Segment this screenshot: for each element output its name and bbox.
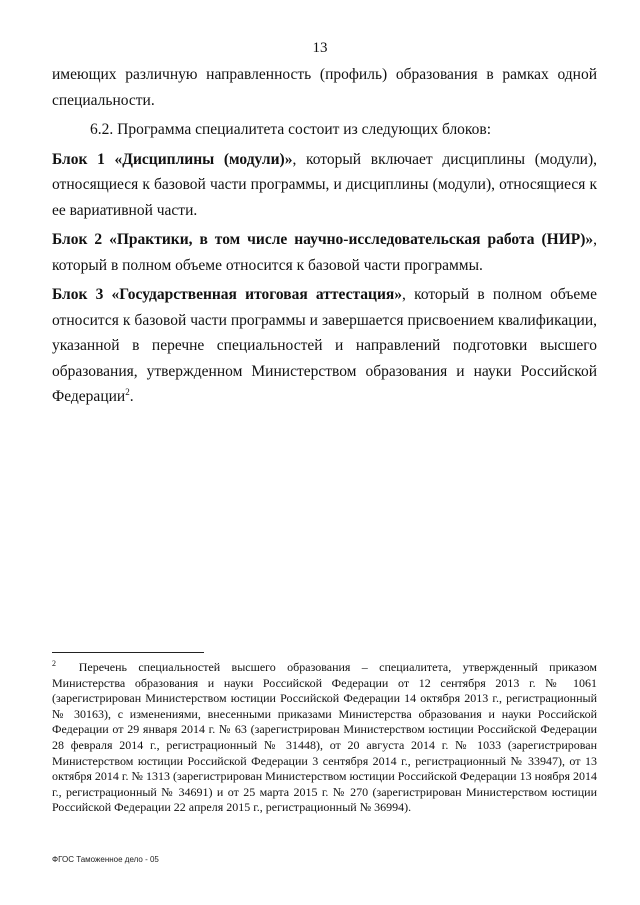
block-2-title: «Практики, в том числе научно-исследовательская работа (НИР)» (109, 231, 594, 248)
block-1-title: «Дисциплины (модули)» (114, 150, 293, 168)
block-3-text: , который в полном объеме относится к базовой части программы и завершается присвоением квалификации, указанной в перечне специальностей и направлений подготовки высшего образования, утвержденном Министерством образования и науки Российской Федерации (52, 286, 597, 405)
block-3-title: «Государственная итоговая аттестация» (111, 286, 403, 303)
paragraph-blocks-intro: 6.2. Программа специалитета состоит из следующих блоков: (90, 121, 492, 138)
document-footer: ФГОС Таможенное дело - 05 (52, 855, 159, 864)
block-1-label: Блок 1 (52, 150, 105, 168)
footnote-reference: 2 (125, 386, 130, 397)
paragraph-block-2 (52, 227, 597, 278)
block-1-text: , который включает дисциплины (модули), относящиеся к базовой части программы, и дисциплины (модули), относящиеся к ее вариативной части. (52, 150, 598, 219)
block-2-text: , который в полном объеме относится к базовой части программы. (52, 231, 598, 274)
block-3-label: Блок 3 (52, 286, 104, 303)
page-number: 13 (312, 40, 328, 56)
block-3-end: . (129, 388, 134, 405)
block-2-label: Блок 2 (52, 231, 103, 248)
body-text (52, 62, 597, 410)
footnote-separator (52, 652, 204, 653)
paragraph-continuation: имеющих различную направленность (профиль) образования в рамках одной специальности. (52, 66, 597, 109)
footnote (52, 660, 597, 816)
paragraph-block-3 (52, 282, 597, 410)
paragraph-block-1 (52, 147, 597, 224)
footnote-mark: 2 (52, 659, 56, 668)
footnote-text: Перечень специальностей высшего образования – специалитета, утвержденный приказом Министерства образования и науки Российской Федерации от 12 сентября 2013 г. № 1061 (зарегистрирован Министерством юстиции Российской Федерации 14 октября 2013 г., регистрационный № 30163), с изменениями, внесенными приказами Министерства образования и науки Российской Федерации от 29 января 2014 г. № 63 (зарегистрирован Министерством юстиции Российской Федерации 28 февраля 2014 г., регистрационный № 31448), от 20 августа 2014 г. № 1033 (зарегистрирован Министерством юстиции Российской Федерации 3 сентября 2014 г., регистрационный № 33947), от 13 октября 2014 г. № 1313 (зарегистрирован Министерством юстиции Российской Федерации 13 ноября 2014 г., регистрационный № 34691) и от 25 марта 2015 г. № 270 (зарегистрирован Министерством юстиции Российской Федерации 22 апреля 2015 г., регистрационный № 36994). (52, 660, 597, 815)
